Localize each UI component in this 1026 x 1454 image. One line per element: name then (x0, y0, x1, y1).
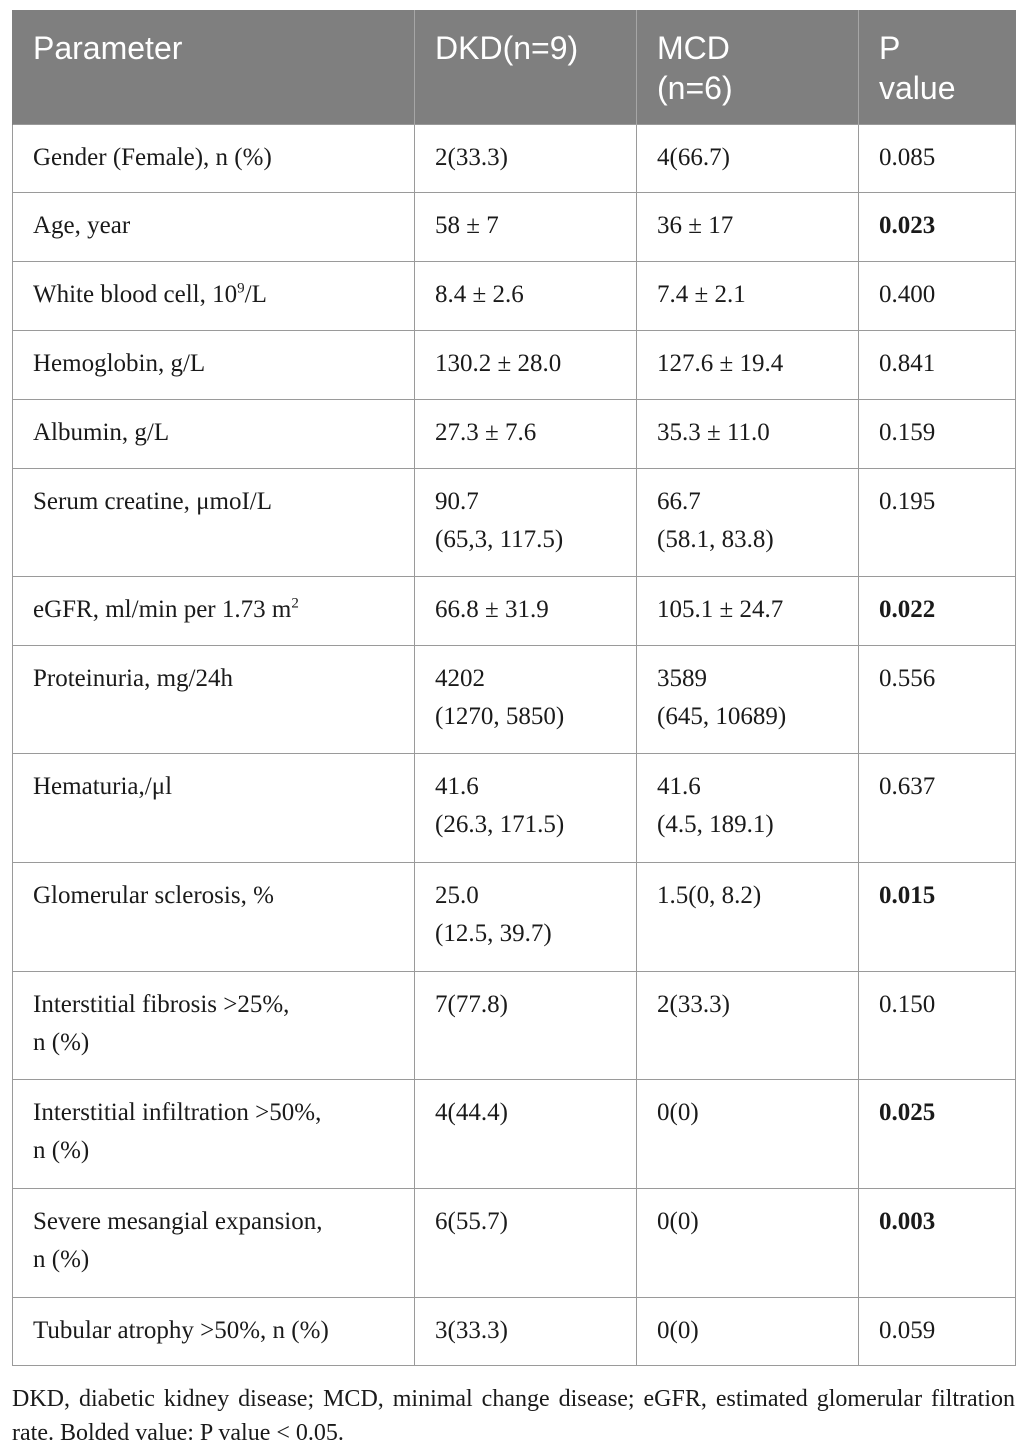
cell-dkd: 130.2 ± 28.0 (415, 331, 637, 400)
table-row (13, 972, 1016, 1080)
table-row (13, 577, 1016, 646)
comparison-table (12, 10, 1016, 1366)
cell-dkd: 90.7 (65,3, 117.5) (415, 469, 637, 577)
cell-parameter: eGFR, ml/min per 1.73 $m^2$ (13, 577, 415, 646)
cell-p-value: 0.015 (859, 863, 1016, 972)
cell-p-value: 0.159 (859, 400, 1016, 469)
cell-p-value: 0.150 (859, 972, 1016, 1080)
cell-parameter: Hematuria,/μl (13, 754, 415, 863)
cell-parameter: Glomerular sclerosis, % (13, 863, 415, 972)
cell-dkd: 41.6 (26.3, 171.5) (415, 754, 637, 863)
cell-p-value: 0.003 (859, 1189, 1016, 1298)
cell-dkd: 6(55.7) (415, 1189, 637, 1298)
table-row (13, 754, 1016, 863)
table-row (13, 193, 1016, 262)
table-container (12, 10, 1015, 1366)
cell-mcd: 105.1 ± 24.7 (637, 577, 859, 646)
cell-parameter: Severe mesangial expansion, n (%) (13, 1189, 415, 1298)
table-header (13, 10, 1016, 125)
table-row (13, 331, 1016, 400)
cell-parameter: White blood cell, $10^9/L$ (13, 262, 415, 331)
cell-mcd: 4(66.7) (637, 125, 859, 193)
header-mcd: MCD (n=6) (637, 10, 859, 125)
cell-mcd: 35.3 ± 11.0 (637, 400, 859, 469)
cell-parameter: Age, year (13, 193, 415, 262)
header-row (13, 10, 1016, 125)
cell-parameter: Tubular atrophy >50%, n (%) (13, 1298, 415, 1366)
cell-p-value: 0.022 (859, 577, 1016, 646)
cell-parameter: Albumin, g/L (13, 400, 415, 469)
table-row (13, 646, 1016, 754)
cell-p-value: 0.556 (859, 646, 1016, 754)
cell-dkd: 4(44.4) (415, 1080, 637, 1189)
cell-p-value: 0.023 (859, 193, 1016, 262)
cell-p-value: 0.059 (859, 1298, 1016, 1366)
cell-parameter: Interstitial fibrosis >25%, n (%) (13, 972, 415, 1080)
cell-dkd: 7(77.8) (415, 972, 637, 1080)
cell-p-value: 0.841 (859, 331, 1016, 400)
cell-dkd: 3(33.3) (415, 1298, 637, 1366)
cell-mcd: 127.6 ± 19.4 (637, 331, 859, 400)
cell-parameter: Hemoglobin, g/L (13, 331, 415, 400)
cell-mcd: 36 ± 17 (637, 193, 859, 262)
cell-dkd: 25.0 (12.5, 39.7) (415, 863, 637, 972)
cell-dkd: 58 ± 7 (415, 193, 637, 262)
cell-mcd: 3589 (645, 10689) (637, 646, 859, 754)
table-row (13, 469, 1016, 577)
cell-parameter: Serum creatine, μmoI/L (13, 469, 415, 577)
table-row (13, 400, 1016, 469)
table-row (13, 1080, 1016, 1189)
cell-p-value: 0.400 (859, 262, 1016, 331)
table-body (13, 125, 1016, 1366)
parameter-unit-suffix: /L (244, 281, 267, 308)
cell-mcd: 41.6 (4.5, 189.1) (637, 754, 859, 863)
cell-dkd: 8.4 ± 2.6 (415, 262, 637, 331)
cell-dkd: 66.8 ± 31.9 (415, 577, 637, 646)
cell-mcd: 7.4 ± 2.1 (637, 262, 859, 331)
cell-mcd: 66.7 (58.1, 83.8) (637, 469, 859, 577)
table-footnote: DKD, diabetic kidney disease; MCD, minimal change disease; eGFR, estimated glomerular filtration rate. Bolded value: P value < 0.05. (12, 1386, 1015, 1446)
cell-p-value: 0.637 (859, 754, 1016, 863)
table-row (13, 262, 1016, 331)
cell-parameter: Proteinuria, mg/24h (13, 646, 415, 754)
table-row (13, 1298, 1016, 1366)
cell-p-value: 0.195 (859, 469, 1016, 577)
cell-mcd: 0(0) (637, 1080, 859, 1189)
header-parameter: Parameter (13, 10, 415, 125)
cell-dkd: 27.3 ± 7.6 (415, 400, 637, 469)
cell-dkd: 4202 (1270, 5850) (415, 646, 637, 754)
table-row (13, 1189, 1016, 1298)
cell-p-value: 0.025 (859, 1080, 1016, 1189)
cell-parameter: Gender (Female), n (%) (13, 125, 415, 193)
header-dkd: DKD(n=9) (415, 10, 637, 125)
cell-mcd: 2(33.3) (637, 972, 859, 1080)
header-p-value: P value (859, 10, 1016, 125)
superscript: 2 (291, 595, 299, 612)
cell-p-value: 0.085 (859, 125, 1016, 193)
table-row (13, 125, 1016, 193)
table-row (13, 863, 1016, 972)
cell-mcd: 0(0) (637, 1189, 859, 1298)
cell-parameter: Interstitial infiltration >50%, n (%) (13, 1080, 415, 1189)
superscript: 9 (237, 280, 245, 297)
cell-mcd: 0(0) (637, 1298, 859, 1366)
cell-mcd: 1.5(0, 8.2) (637, 863, 859, 972)
cell-dkd: 2(33.3) (415, 125, 637, 193)
